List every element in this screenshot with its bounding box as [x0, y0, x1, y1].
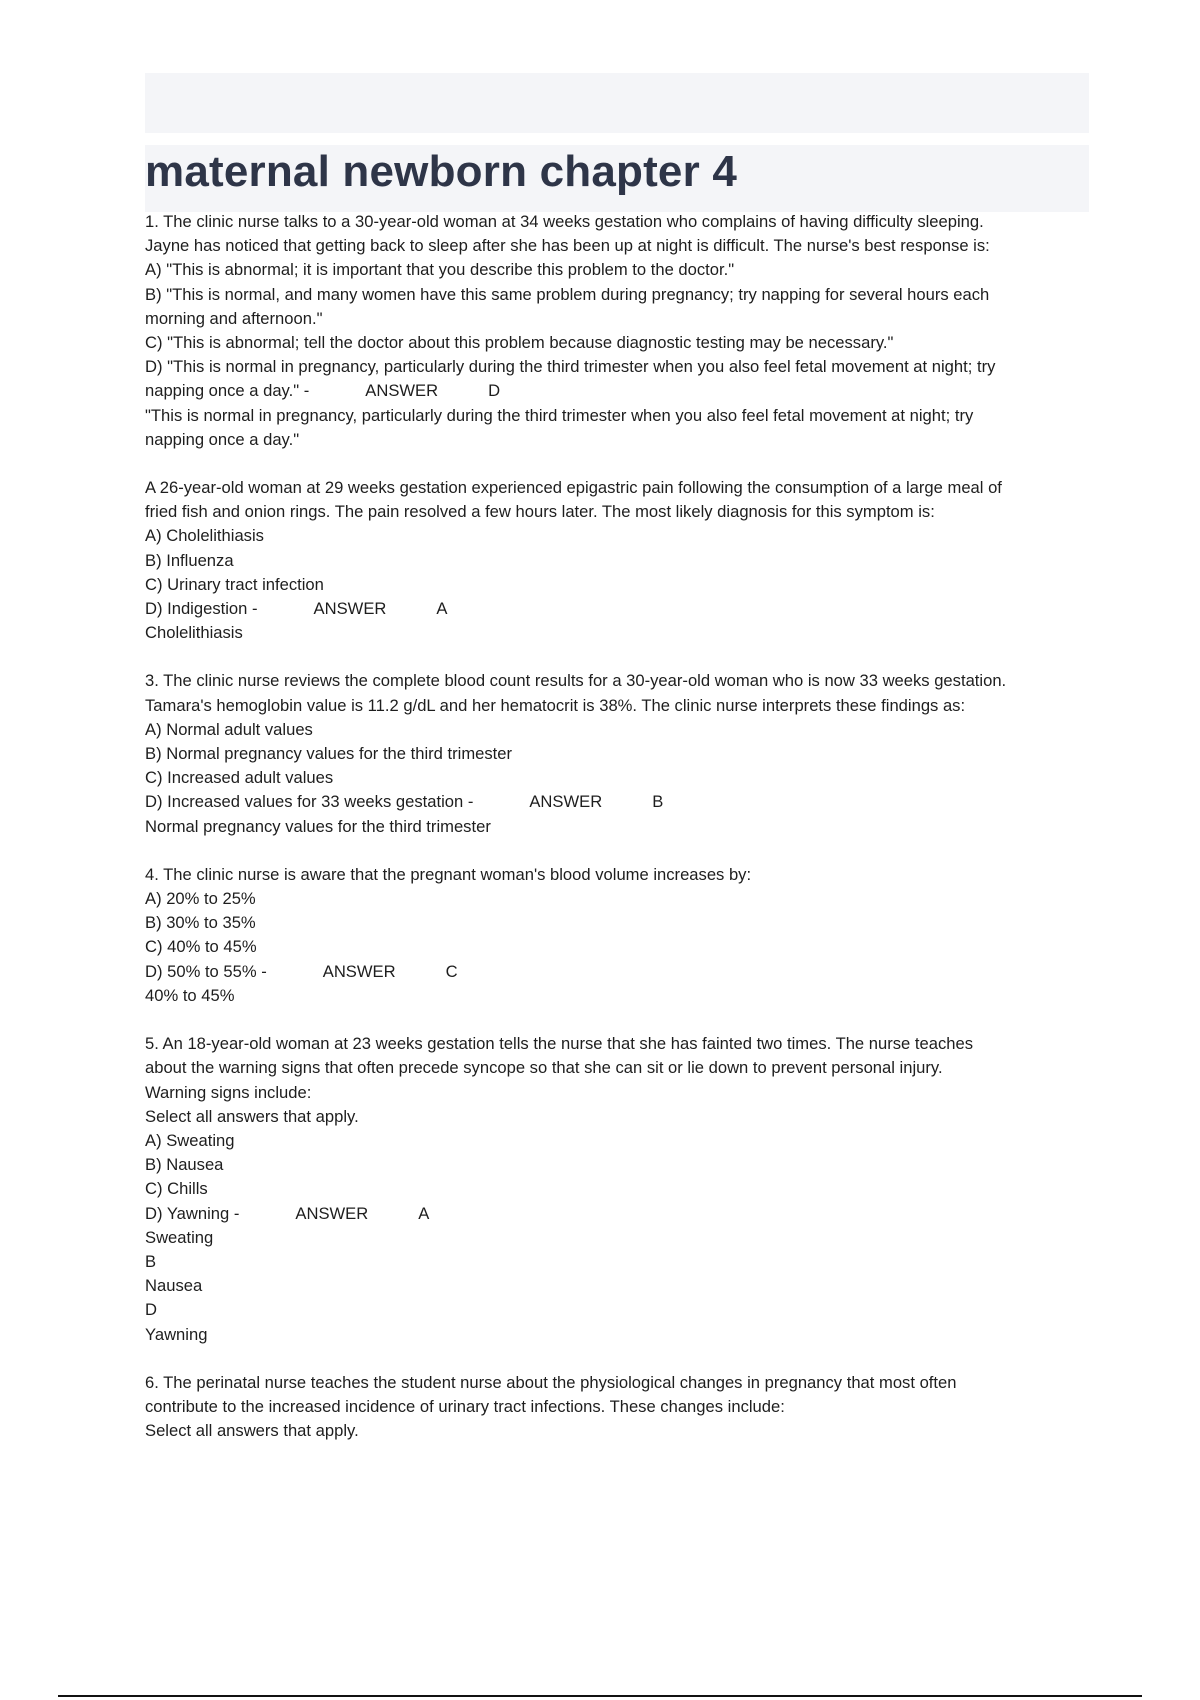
answer-text: B — [145, 1251, 157, 1271]
footer-rule — [58, 1695, 1142, 1697]
answer-text: Cholelithiasis — [145, 623, 243, 643]
answer-label: ANSWER — [529, 792, 603, 812]
question-line: morning and afternoon." — [145, 308, 323, 328]
question-block — [145, 476, 1090, 645]
question-block — [145, 210, 1090, 452]
question-line: B) Nausea — [145, 1155, 224, 1175]
question-line: B) Influenza — [145, 550, 234, 570]
question-line: C) Chills — [145, 1179, 208, 1199]
question-line: 5. An 18-year-old woman at 23 weeks gestation tells the nurse that she has fainted two times. The nurse teaches — [145, 1034, 974, 1054]
answer-row — [145, 1202, 1090, 1226]
final-option-text: D) 50% to 55% - — [145, 961, 267, 981]
answer-text: napping once a day." — [145, 429, 300, 449]
answer-key: D — [488, 381, 501, 401]
answer-key: C — [445, 961, 458, 981]
final-option-text: napping once a day." - — [145, 381, 310, 401]
question-line: C) "This is abnormal; tell the doctor about this problem because diagnostic testing may be necessary." — [145, 333, 894, 353]
answer-key: A — [436, 599, 448, 619]
final-option-text: D) Indigestion - — [145, 599, 258, 619]
question-line: A) Cholelithiasis — [145, 526, 264, 546]
answer-text: Normal pregnancy values for the third trimester — [145, 816, 491, 836]
answer-label: ANSWER — [295, 1203, 369, 1223]
question-line: 3. The clinic nurse reviews the complete blood count results for a 30-year-old woman who is now 33 weeks gestation. — [145, 671, 1007, 691]
question-line: Jayne has noticed that getting back to sleep after she has been up at night is difficult. The nurse's best response is: — [145, 236, 990, 256]
question-line: A 26-year-old woman at 29 weeks gestation experienced epigastric pain following the consumption of a large meal of — [145, 478, 1002, 498]
question-line: A) 20% to 25% — [145, 889, 256, 909]
final-option-text: D) Yawning - — [145, 1203, 240, 1223]
question-line: C) Urinary tract infection — [145, 574, 324, 594]
answer-text: Yawning — [145, 1324, 208, 1344]
question-line: 6. The perinatal nurse teaches the student nurse about the physiological changes in pregnancy that most often — [145, 1372, 957, 1392]
answer-label: ANSWER — [322, 961, 396, 981]
question-block — [145, 1032, 1090, 1347]
question-line: A) "This is abnormal; it is important that you describe this problem to the doctor." — [145, 260, 735, 280]
question-line: about the warning signs that often precede syncope so that she can sit or lie down to prevent personal injury. — [145, 1058, 943, 1078]
question-line: fried fish and onion rings. The pain resolved a few hours later. The most likely diagnosis for this symptom is: — [145, 502, 935, 522]
answer-row — [145, 379, 1090, 403]
question-line: A) Normal adult values — [145, 719, 313, 739]
question-line: Select all answers that apply. — [145, 1106, 359, 1126]
question-line: A) Sweating — [145, 1130, 235, 1150]
answer-label: ANSWER — [365, 381, 439, 401]
question-line: C) 40% to 45% — [145, 937, 257, 957]
answer-label: ANSWER — [313, 599, 387, 619]
question-line: contribute to the increased incidence of urinary tract infections. These changes include: — [145, 1396, 785, 1416]
answer-row — [145, 960, 1090, 984]
header-band — [145, 73, 1089, 133]
answer-text: D — [145, 1300, 157, 1320]
answer-key: B — [652, 792, 664, 812]
question-line: B) "This is normal, and many women have this same problem during pregnancy; try napping for several hours each — [145, 284, 990, 304]
question-block — [145, 863, 1090, 1008]
answer-row — [145, 790, 1090, 814]
question-list — [145, 210, 1090, 1467]
question-line: Tamara's hemoglobin value is 11.2 g/dL and her hematocrit is 38%. The clinic nurse interprets these findings as: — [145, 695, 966, 715]
answer-text: Sweating — [145, 1227, 214, 1247]
question-block — [145, 669, 1090, 838]
question-line: Select all answers that apply. — [145, 1421, 359, 1441]
question-line: B) 30% to 35% — [145, 913, 256, 933]
final-option-text: D) Increased values for 33 weeks gestation - — [145, 792, 474, 812]
question-line: C) Increased adult values — [145, 768, 334, 788]
answer-text: 40% to 45% — [145, 985, 235, 1005]
document-title: maternal newborn chapter 4 — [145, 147, 738, 196]
question-line: Warning signs include: — [145, 1082, 312, 1102]
question-block — [145, 1371, 1090, 1444]
question-line: 4. The clinic nurse is aware that the pregnant woman's blood volume increases by: — [145, 864, 752, 884]
answer-key: A — [418, 1203, 430, 1223]
question-line: B) Normal pregnancy values for the third trimester — [145, 744, 513, 764]
answer-text: Nausea — [145, 1276, 203, 1296]
question-line: 1. The clinic nurse talks to a 30-year-old woman at 34 weeks gestation who complains of having difficulty sleeping. — [145, 212, 984, 231]
answer-text: "This is normal in pregnancy, particularly during the third trimester when you also feel fetal movement at night; try — [145, 405, 974, 425]
question-line: D) "This is normal in pregnancy, particularly during the third trimester when you also feel fetal movement at night; try — [145, 357, 996, 377]
answer-row — [145, 597, 1090, 621]
